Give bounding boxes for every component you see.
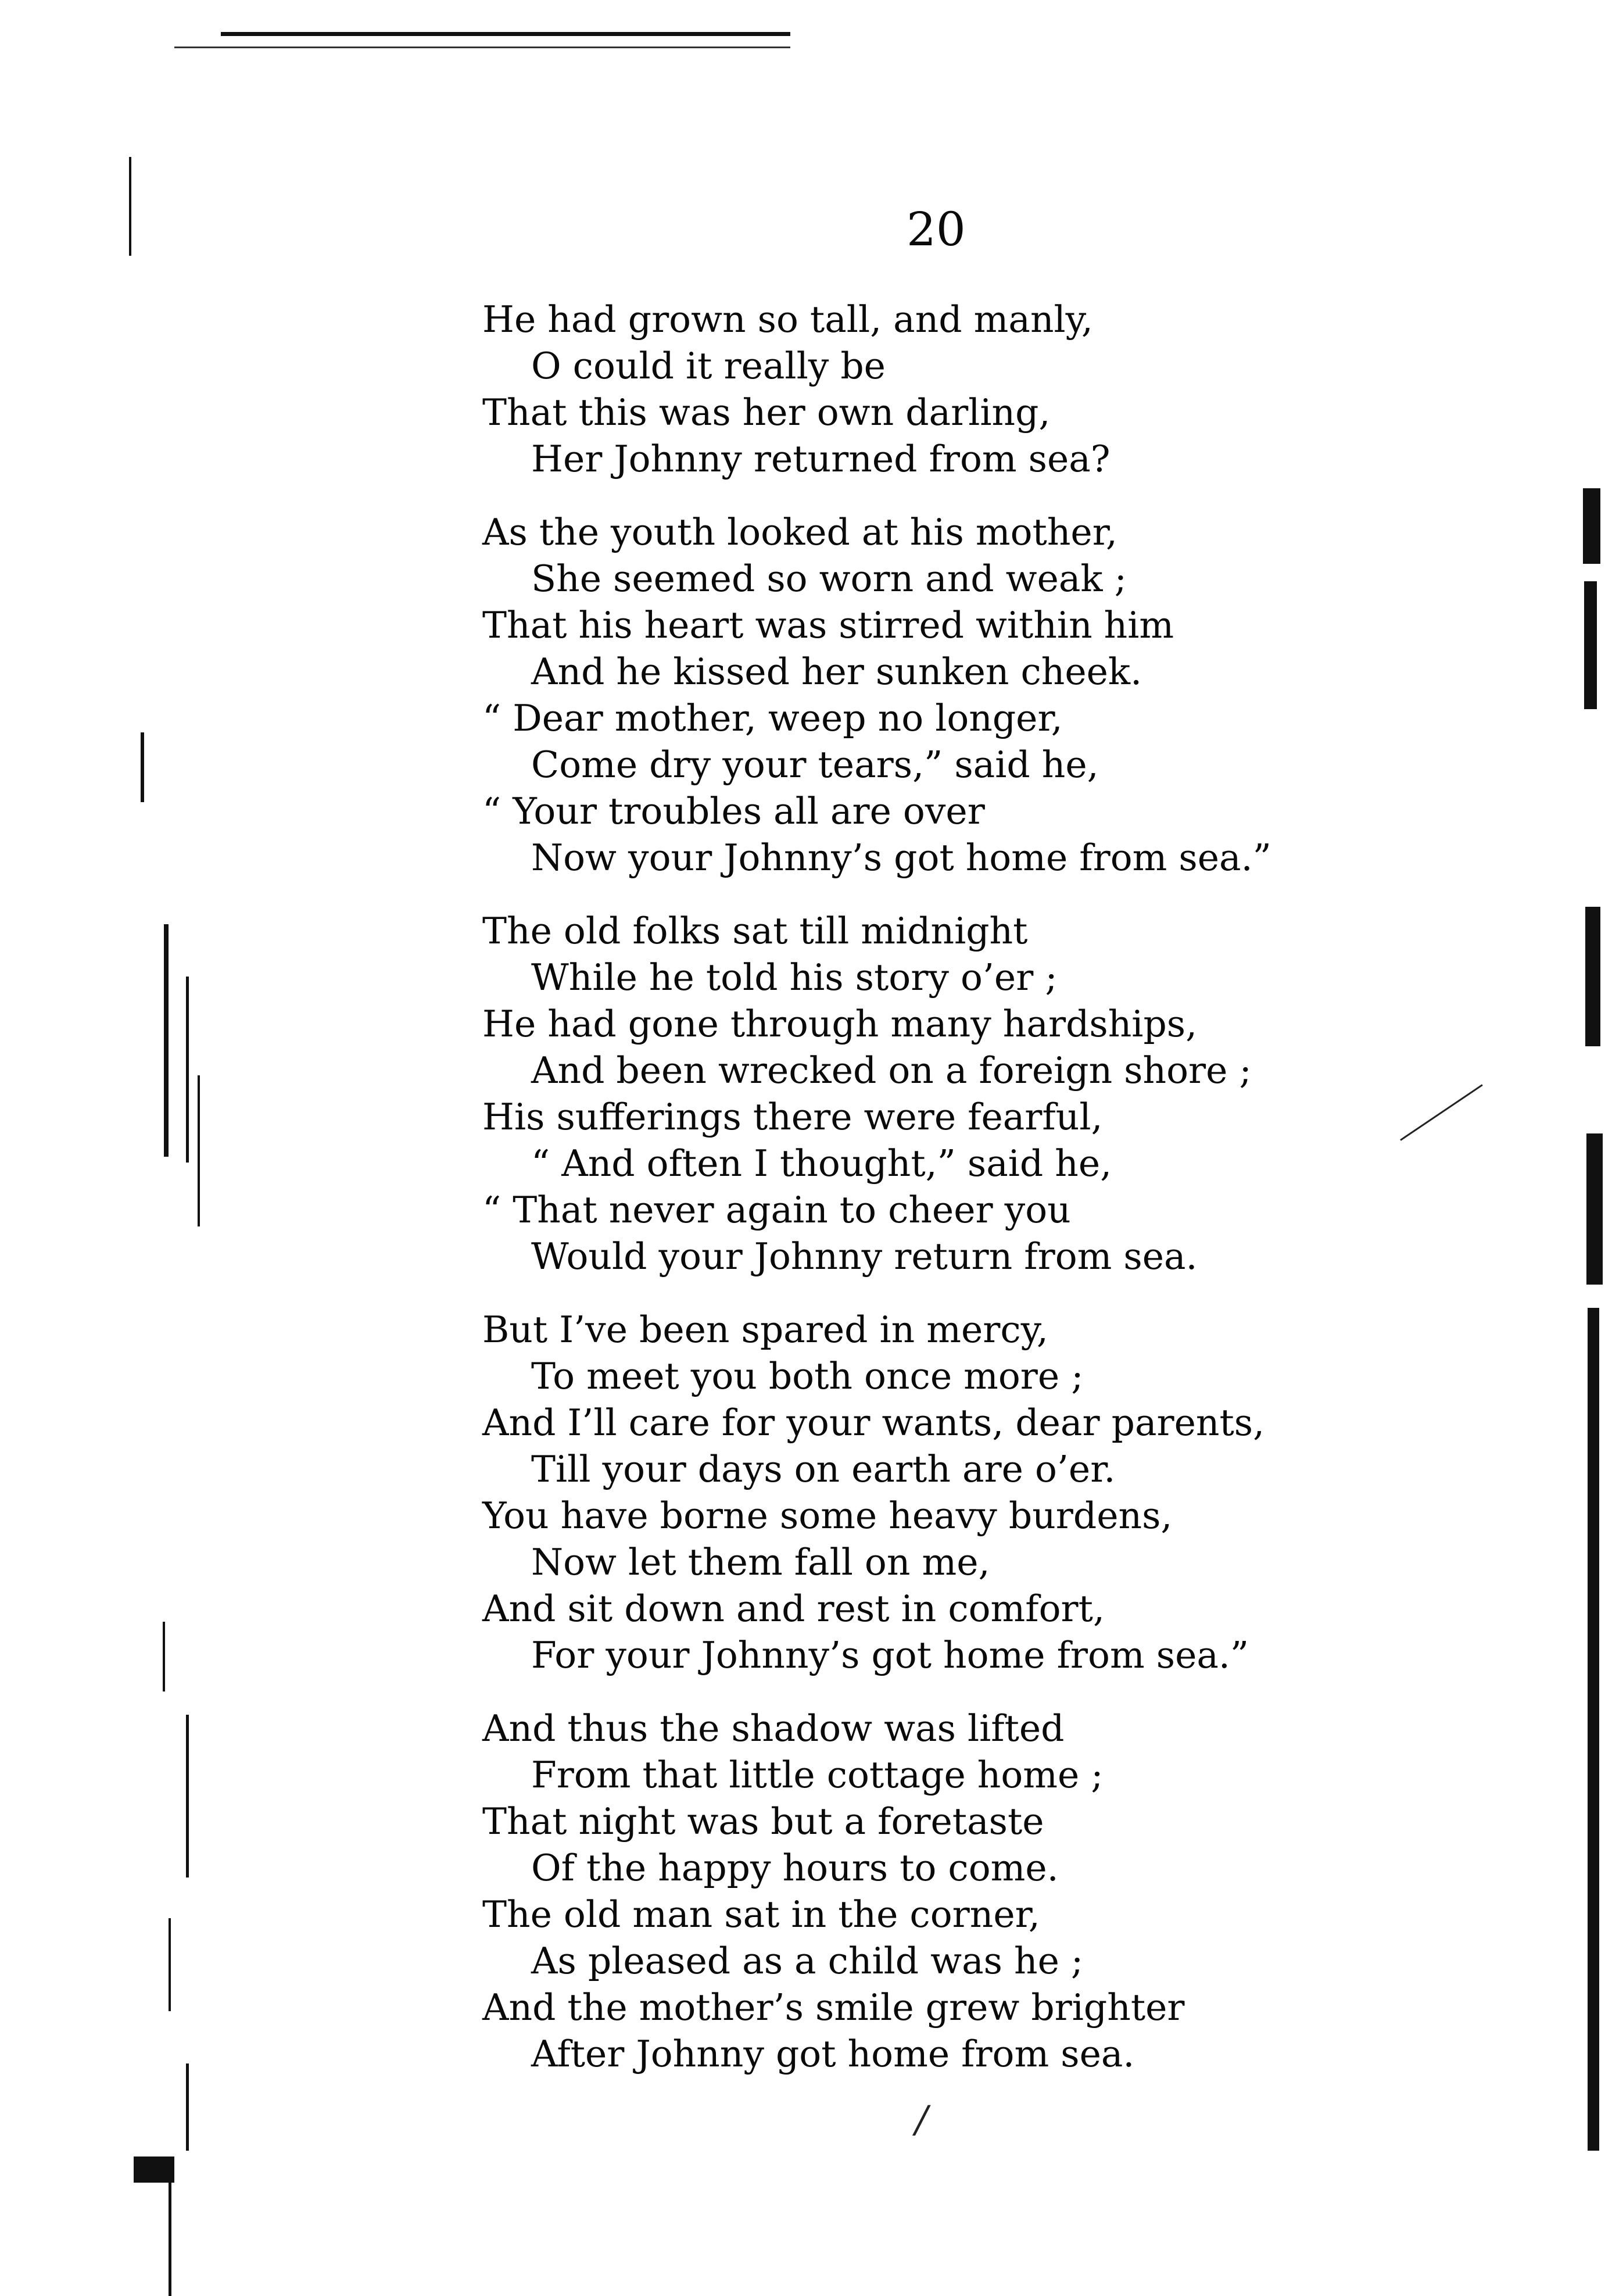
poem-line: O could it really be — [531, 345, 886, 387]
poem-line: That night was but a foretaste — [482, 1800, 1044, 1843]
poem-line: And he kissed her sunken cheek. — [531, 650, 1142, 693]
poem-line: And thus the shadow was lifted — [482, 1707, 1065, 1750]
poem-line: As pleased as a child was he ; — [531, 1940, 1084, 1982]
stanza — [482, 1705, 1354, 2077]
scan-rule-thin — [174, 47, 790, 48]
poem-line: His sufferings there were fearful, — [482, 1096, 1103, 1138]
poem-line: From that little cottage home ; — [531, 1754, 1104, 1796]
poem-line: Of the happy hours to come. — [531, 1847, 1059, 1889]
pencil-mark: / — [915, 2098, 928, 2141]
poem-line: You have borne some heavy burdens, — [482, 1494, 1173, 1537]
poem-line: “ And often I thought,” said he, — [531, 1142, 1112, 1185]
poem-body — [482, 296, 1354, 2104]
poem-line: “ Your troubles all are over — [482, 790, 985, 832]
poem-line: While he told his story o’er ; — [531, 956, 1058, 999]
binding-edge-marks — [128, 145, 279, 2180]
stanza — [482, 1307, 1354, 1679]
poem-line: For your Johnny’s got home from sea.” — [531, 1634, 1249, 1676]
poem-line: Till your days on earth are o’er. — [531, 1448, 1116, 1490]
poem-line: Her Johnny returned from sea? — [531, 438, 1111, 480]
poem-line: And sit down and rest in comfort, — [482, 1587, 1105, 1630]
poem-line: “ That never again to cheer you — [482, 1189, 1071, 1231]
poem-line: He had grown so tall, and manly, — [482, 298, 1093, 341]
poem-line: After Johnny got home from sea. — [531, 2033, 1135, 2075]
pencil-stroke — [1400, 1084, 1483, 1141]
poem-line: Now let them fall on me, — [531, 1541, 990, 1583]
poem-line: The old man sat in the corner, — [482, 1893, 1040, 1936]
scan-rule — [221, 32, 790, 36]
poem-line: And been wrecked on a foreign shore ; — [531, 1049, 1252, 1092]
poem-line: The old folks sat till midnight — [482, 910, 1028, 952]
poem-line: And I’ll care for your wants, dear parents, — [482, 1401, 1265, 1444]
page-edge-shadow — [1577, 233, 1612, 2151]
poem-line: Would your Johnny return from sea. — [531, 1235, 1198, 1278]
scan-artifact-block — [134, 2156, 174, 2183]
stanza — [482, 908, 1354, 1280]
poem-line: As the youth looked at his mother, — [482, 511, 1117, 553]
poem-line: To meet you both once more ; — [531, 1355, 1084, 1397]
page-number: 20 — [907, 202, 966, 256]
poem-line: That this was her own darling, — [482, 391, 1051, 434]
poem-line: That his heart was stirred within him — [482, 604, 1174, 646]
poem-line: Now your Johnny’s got home from sea.” — [531, 836, 1271, 879]
stanza — [482, 509, 1354, 881]
poem-line: She seemed so worn and weak ; — [531, 557, 1127, 600]
poem-line: And the mother’s smile grew brighter — [482, 1986, 1185, 2029]
poem-line: Come dry your tears,” said he, — [531, 743, 1099, 786]
poem-line: But I’ve been spared in mercy, — [482, 1308, 1048, 1351]
poem-line: “ Dear mother, weep no longer, — [482, 697, 1063, 739]
poem-line: He had gone through many hardships, — [482, 1003, 1198, 1045]
stanza — [482, 296, 1354, 482]
